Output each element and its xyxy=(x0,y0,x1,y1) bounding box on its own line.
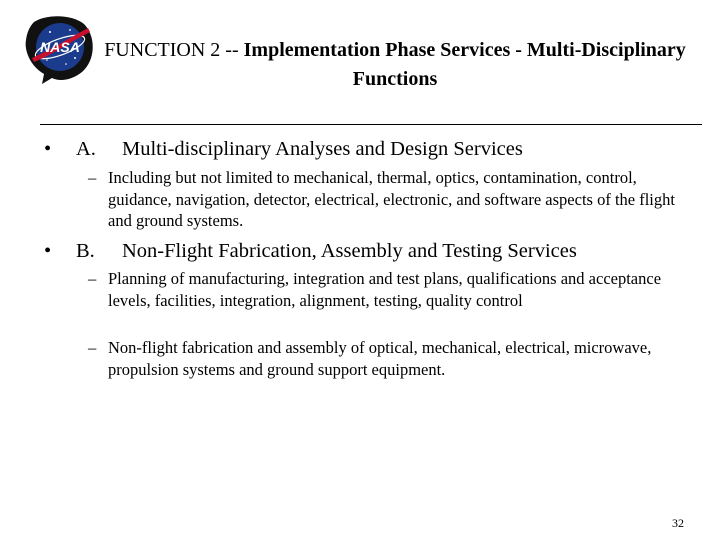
title-lead: FUNCTION 2 -- xyxy=(104,39,244,61)
nasa-meatball-icon xyxy=(20,14,98,84)
title-rest: Implementation Phase Services - Multi-Disciplinary Functions xyxy=(243,39,686,90)
page-number: 32 xyxy=(672,516,684,530)
bullet: • xyxy=(44,138,52,160)
dash-marker: – xyxy=(88,168,97,187)
section-heading-text: Non-Flight Fabrication, Assembly and Testing Services xyxy=(122,240,577,262)
list-item-text: Including but not limited to mechanical, thermal, optics, contamination, control, guidance, navigation, detector, electrical, electronic, and software aspects of the flight and ground systems. xyxy=(108,168,675,230)
dash-marker: – xyxy=(88,338,97,357)
list-item xyxy=(88,268,698,311)
section-letter: A. xyxy=(76,138,96,160)
list-item xyxy=(88,337,698,380)
section-heading-a xyxy=(44,137,523,161)
svg-text:NASA: NASA xyxy=(40,39,80,55)
list-item-text: Planning of manufacturing, integration and test plans, qualifications and acceptance levels, facilities, integration, alignment, testing, quality control xyxy=(108,269,662,310)
section-letter: B. xyxy=(76,240,95,262)
page-title xyxy=(100,36,690,94)
title-divider xyxy=(40,124,702,125)
list-item xyxy=(88,167,698,232)
bullet: • xyxy=(44,240,52,262)
section-heading-b xyxy=(44,239,577,263)
section-heading-text: Multi-disciplinary Analyses and Design Services xyxy=(122,138,523,160)
list-item-text: Non-flight fabrication and assembly of optical, mechanical, electrical, microwave, propulsion systems and ground support equipment. xyxy=(108,338,652,379)
dash-marker: – xyxy=(88,269,97,288)
nasa-logo xyxy=(20,14,98,84)
